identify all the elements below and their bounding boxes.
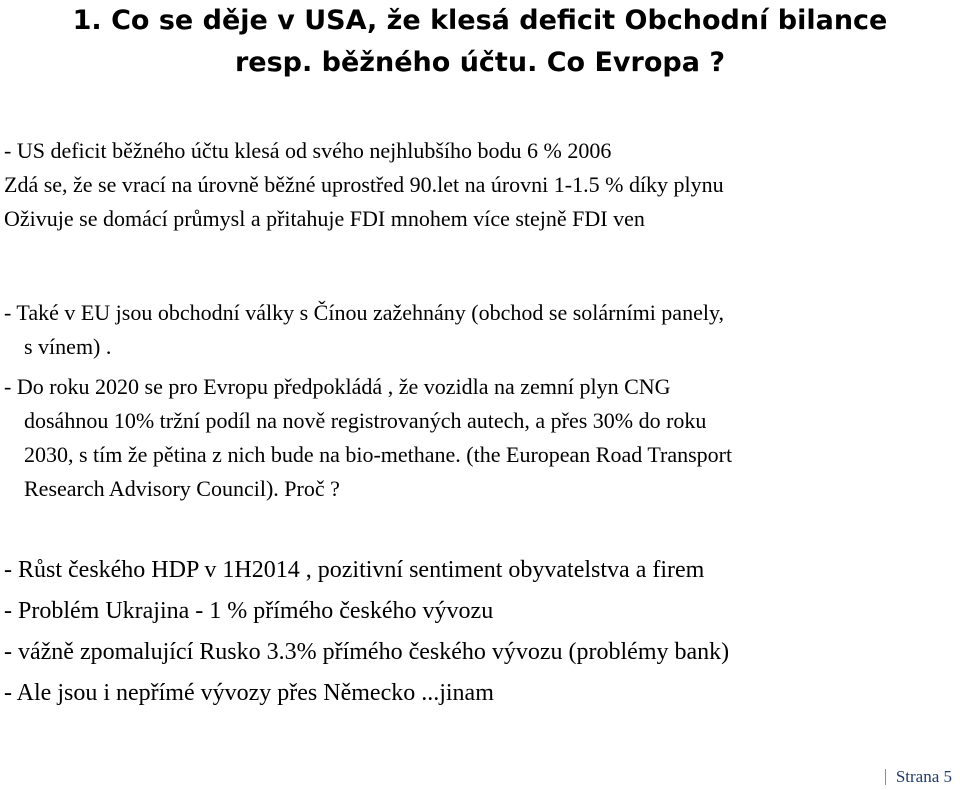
footer-divider bbox=[885, 769, 886, 785]
text-line: - Ale jsou i nepřímé vývozy přes Německo ...jinam bbox=[4, 680, 494, 706]
paragraph-cng bbox=[4, 370, 732, 506]
text-line: dosáhnou 10% tržní podíl na nově registrovaných autech, a přes 30% do roku bbox=[24, 408, 707, 433]
text-line: 2030, s tím že pětina z nich bude na bio-methane. (the European Road Transport bbox=[24, 442, 733, 467]
paragraph-eu-trade bbox=[4, 296, 724, 364]
page-footer bbox=[885, 764, 952, 790]
text-line: - Růst českého HDP v 1H2014 , pozitivní sentiment obyvatelstva a firem bbox=[4, 557, 705, 583]
paragraph-czech-economy bbox=[4, 550, 729, 714]
page-number: Strana 5 bbox=[895, 767, 952, 786]
text-line: - Problém Ukrajina - 1 % přímého českého vývozu bbox=[4, 598, 494, 624]
text-line: - vážně zpomalující Rusko 3.3% přímého českého vývozu (problémy bank) bbox=[4, 639, 730, 665]
title-line-2: resp. běžného účtu. Co Evropa ? bbox=[234, 47, 726, 78]
text-line: Oživuje se domácí průmysl a přitahuje FDI mnohem více stejně FDI ven bbox=[4, 206, 645, 231]
title-line-1: 1. Co se děje v USA, že klesá deficit Obchodní bilance bbox=[72, 5, 888, 36]
paragraph-us-deficit bbox=[4, 134, 724, 236]
text-line: Research Advisory Council). Proč ? bbox=[24, 476, 340, 501]
text-line: s vínem) . bbox=[24, 334, 112, 359]
text-line: - Také v EU jsou obchodní války s Čínou zažehnány (obchod se solárními panely, bbox=[4, 300, 725, 325]
text-line: - US deficit běžného účtu klesá od svého nejhlubšího bodu 6 % 2006 bbox=[4, 138, 612, 163]
slide-title bbox=[0, 0, 960, 84]
text-line: Zdá se, že se vrací na úrovně běžné uprostřed 90.let na úrovni 1-1.5 % díky plynu bbox=[4, 172, 724, 197]
text-line: - Do roku 2020 se pro Evropu předpokládá , že vozidla na zemní plyn CNG bbox=[4, 374, 671, 399]
